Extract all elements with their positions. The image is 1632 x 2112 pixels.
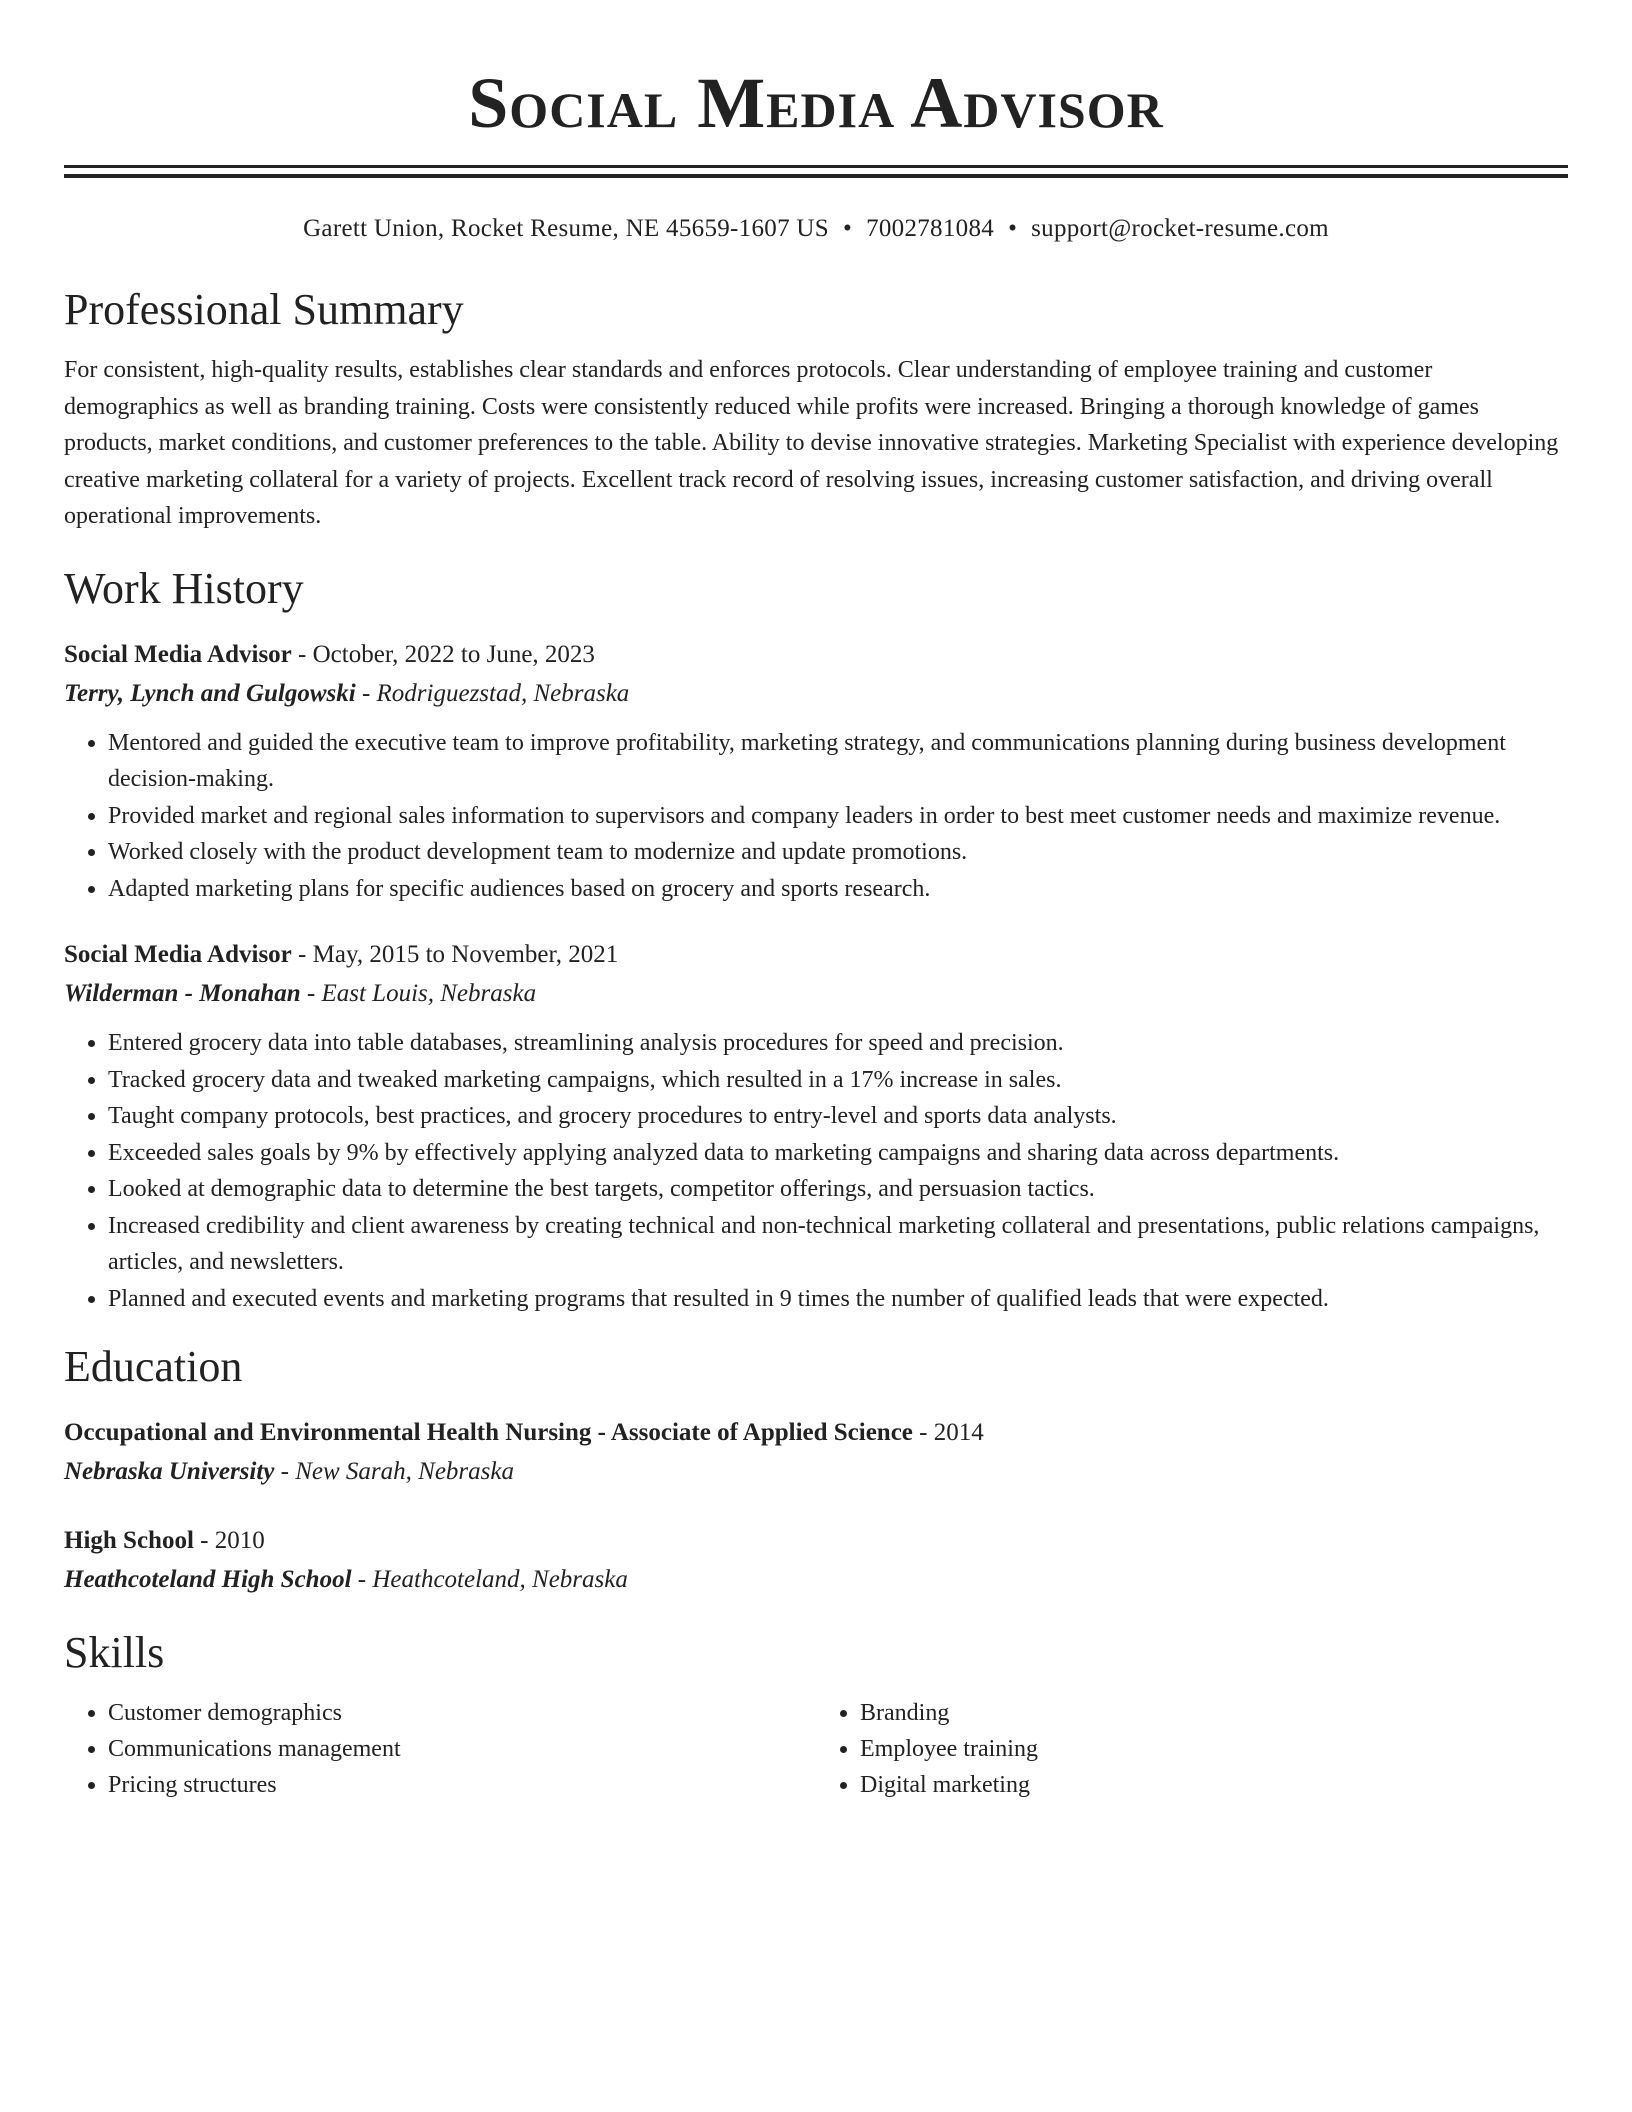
education-year: - 2010 [193,1527,265,1554]
education-heading: Education [64,1342,243,1391]
skill-item: • Customer demographics [108,1695,816,1731]
job-dates: - May, 2015 to November, 2021 [291,941,619,968]
skills-grid [64,1695,1568,1803]
job-dates: - October, 2022 to June, 2023 [291,640,595,668]
job-entry [64,935,1568,1317]
skills-column-right [816,1695,1568,1803]
skills-column-left [64,1695,816,1803]
contact-address: Garett Union, Rocket Resume, NE 45659-1607 US [303,215,829,242]
list-item: • Worked closely with the product development team to modernize and update promotions. [108,834,1568,871]
skills-heading: Skills [64,1628,165,1677]
job-company-line [64,975,1568,1013]
contact-separator: • [1008,215,1018,242]
education-location: - New Sarah, Nebraska [274,1458,514,1485]
list-item: • Looked at demographic data to determine the best targets, competitor offerings, and persuasion tactics. [108,1171,1568,1208]
job-location: - Rodriguezstad, Nebraska [355,679,630,707]
job-location: - East Louis, Nebraska [300,980,537,1007]
job-header [64,635,1568,675]
education-header [64,1413,1568,1453]
contact-phone: 7002781084 [866,215,995,242]
job-bullets [64,1025,1568,1317]
skill-item: • Employee training [860,1731,1568,1767]
job-title: Social Media Advisor [64,640,292,668]
skill-item: • Communications management [108,1731,816,1767]
job-company: Terry, Lynch and Gulgowski [64,679,356,707]
page-title: Social Media Advisor [468,63,1164,143]
education-degree: High School [64,1527,194,1554]
education-entry [64,1521,1568,1599]
education-school: Nebraska University [64,1458,275,1485]
title-divider-top [64,165,1568,168]
education-school: Heathcoteland High School [64,1566,352,1593]
job-bullets [64,725,1568,908]
education-location: - Heathcoteland, Nebraska [351,1566,628,1593]
job-company: Wilderman - Monahan [64,980,301,1007]
list-item: • Taught company protocols, best practices, and grocery procedures to entry-level and sports data analysts. [108,1098,1568,1135]
summary-heading: Professional Summary [64,285,464,334]
list-item: • Exceeded sales goals by 9% by effectively applying analyzed data to marketing campaigns and sharing data across departments. [108,1135,1568,1172]
list-item: • Mentored and guided the executive team to improve profitability, marketing strategy, and communications planning during business development decision-making. [108,725,1568,798]
job-title: Social Media Advisor [64,941,292,968]
education-entry [64,1413,1568,1491]
skill-item: • Branding [860,1695,1568,1731]
contact-separator: • [843,215,853,242]
skill-item: • Pricing structures [108,1767,816,1803]
list-item: • Increased credibility and client awareness by creating technical and non-technical marketing collateral and presentations, public relations campaigns, articles, and newsletters. [108,1208,1568,1281]
skill-item: • Digital marketing [860,1767,1568,1803]
summary-text: For consistent, high-quality results, establishes clear standards and enforces protocols. Clear understanding of employee training and customer demographics as well as branding training. Costs were consistently reduced while profits were increased. Bringing a thorough knowledge of games products, market conditions, and customer preferences to the table. Ability to devise innovative strategies. Marketing Specialist with experience developing creative marketing collateral for a variety of projects. Excellent track record of resolving issues, increasing customer satisfaction, and driving overall operational improvements. [64,357,1559,529]
list-item: • Planned and executed events and marketing programs that resulted in 9 times the number of qualified leads that were expected. [108,1281,1568,1318]
contact-line [64,214,1568,244]
list-item: • Tracked grocery data and tweaked marketing campaigns, which resulted in a 17% increase in sales. [108,1062,1568,1099]
education-header [64,1521,1568,1561]
education-school-line [64,1453,1568,1491]
education-year: - 2014 [912,1419,984,1446]
work-history-heading: Work History [64,563,304,613]
job-company-line [64,675,1568,713]
title-divider-bottom [64,174,1568,178]
contact-email: support@rocket-resume.com [1031,215,1329,242]
job-entry [64,635,1568,908]
list-item: • Entered grocery data into table databases, streamlining analysis procedures for speed and precision. [108,1025,1568,1062]
list-item: • Adapted marketing plans for specific audiences based on grocery and sports research. [108,871,1568,908]
education-school-line [64,1561,1568,1599]
job-header [64,935,1568,975]
list-item: • Provided market and regional sales information to supervisors and company leaders in order to best meet customer needs and maximize revenue. [108,798,1568,835]
education-degree: Occupational and Environmental Health Nursing - Associate of Applied Science [64,1419,913,1446]
